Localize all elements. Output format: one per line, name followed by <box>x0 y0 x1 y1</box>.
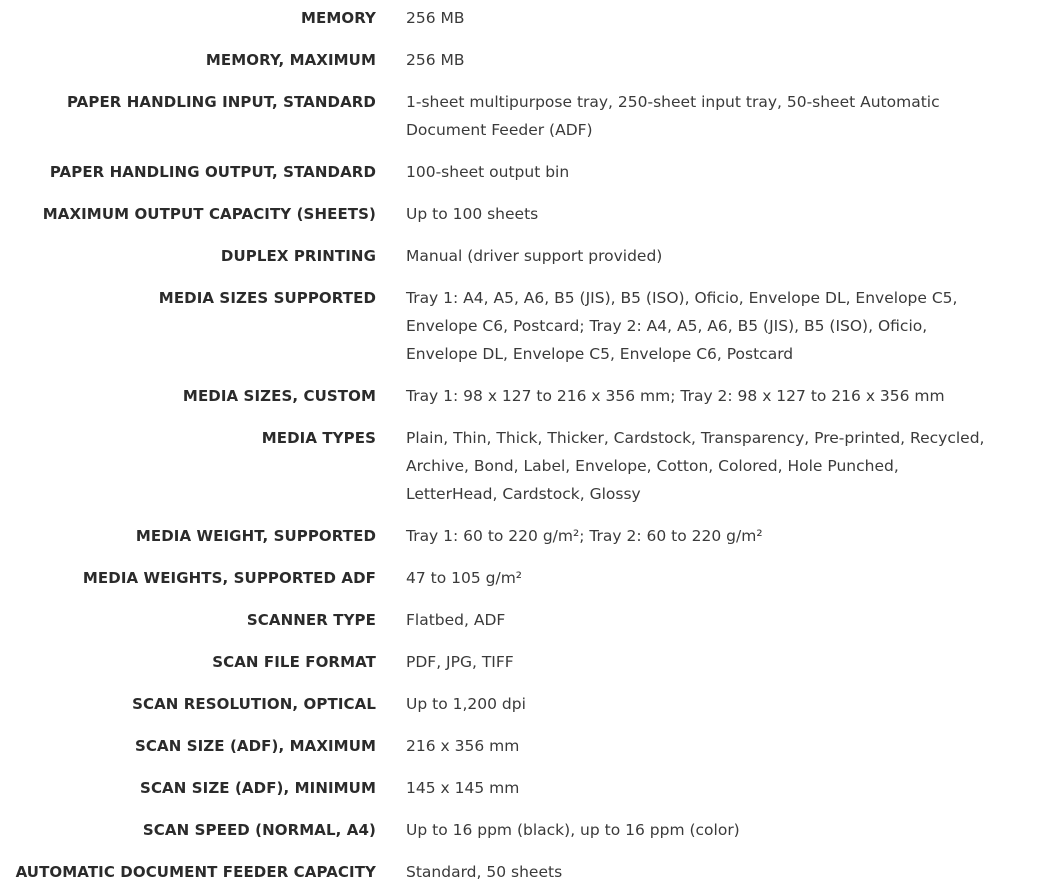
spec-label: SCAN FILE FORMAT <box>212 653 376 671</box>
spec-row-memory <box>0 4 1055 32</box>
spec-row-scan-file-format <box>0 648 1055 676</box>
spec-label: SCAN SIZE (ADF), MINIMUM <box>140 779 376 797</box>
spec-label: MEMORY, MAXIMUM <box>205 51 376 69</box>
spec-value: Manual (driver support provided) <box>406 247 663 265</box>
spec-row-duplex-printing <box>0 242 1055 270</box>
spec-label: SCAN SPEED (NORMAL, A4) <box>142 821 376 839</box>
spec-value: Up to 100 sheets <box>406 205 539 223</box>
spec-label: PAPER HANDLING OUTPUT, STANDARD <box>49 163 376 181</box>
spec-value: 1-sheet multipurpose tray, 250-sheet input tray, 50-sheet Automatic Document Feeder (ADF) <box>406 93 940 139</box>
spec-row-paper-output <box>0 158 1055 186</box>
spec-value: PDF, JPG, TIFF <box>406 653 514 671</box>
spec-row-scan-size-maximum <box>0 732 1055 760</box>
spec-row-media-weights-adf <box>0 564 1055 592</box>
spec-row-scan-size-minimum <box>0 774 1055 802</box>
spec-value: Up to 16 ppm (black), up to 16 ppm (color) <box>406 821 740 839</box>
spec-row-media-weight-supported <box>0 522 1055 550</box>
spec-row-scan-speed <box>0 816 1055 844</box>
spec-label: MEDIA WEIGHT, SUPPORTED <box>135 527 376 545</box>
spec-label: SCANNER TYPE <box>246 611 376 629</box>
spec-label: SCAN RESOLUTION, OPTICAL <box>132 695 376 713</box>
spec-label: MEDIA SIZES SUPPORTED <box>158 289 376 307</box>
spec-label: MEDIA TYPES <box>261 429 376 447</box>
spec-value: Tray 1: 98 x 127 to 216 x 356 mm; Tray 2: 98 x 127 to 216 x 356 mm <box>406 387 945 405</box>
spec-label: AUTOMATIC DOCUMENT FEEDER CAPACITY <box>15 863 376 881</box>
spec-row-memory-maximum <box>0 46 1055 74</box>
spec-value: 47 to 105 g/m² <box>406 569 523 587</box>
spec-value: Plain, Thin, Thick, Thicker, Cardstock, Transparency, Pre-printed, Recycled, Archive, Bond, Label, Envelope, Cotton, Colored, Hole Punched, LetterHead, Cardstock, Glossy <box>406 429 985 503</box>
spec-label: SCAN SIZE (ADF), MAXIMUM <box>135 737 376 755</box>
spec-value: 100-sheet output bin <box>406 163 570 181</box>
spec-label: MEMORY <box>300 9 376 27</box>
spec-row-paper-input <box>0 88 1055 144</box>
spec-label: MEDIA WEIGHTS, SUPPORTED ADF <box>82 569 376 587</box>
spec-value: 256 MB <box>406 51 465 69</box>
spec-row-adf-capacity <box>0 858 1055 886</box>
spec-value: 145 x 145 mm <box>406 779 520 797</box>
spec-value: Tray 1: 60 to 220 g/m²; Tray 2: 60 to 220 g/m² <box>406 527 763 545</box>
spec-value: Standard, 50 sheets <box>406 863 563 881</box>
spec-label: PAPER HANDLING INPUT, STANDARD <box>66 93 376 111</box>
spec-value: Up to 1,200 dpi <box>406 695 526 713</box>
spec-label: DUPLEX PRINTING <box>220 247 376 265</box>
spec-value: Flatbed, ADF <box>406 611 506 629</box>
spec-row-scan-resolution <box>0 690 1055 718</box>
spec-row-media-sizes-custom <box>0 382 1055 410</box>
spec-label: MEDIA SIZES, CUSTOM <box>182 387 376 405</box>
spec-value: 216 x 356 mm <box>406 737 520 755</box>
spec-row-media-sizes-supported <box>0 284 1055 368</box>
spec-row-media-types <box>0 424 1055 508</box>
spec-value: Tray 1: A4, A5, A6, B5 (JIS), B5 (ISO), Oficio, Envelope DL, Envelope C5, Envelope C6, Postcard; Tray 2: A4, A5, A6, B5 (JIS), B5 (ISO), Oficio, Envelope DL, Envelope C5, Envelope C6, Postcard <box>406 289 958 363</box>
spec-row-scanner-type <box>0 606 1055 634</box>
spec-label: MAXIMUM OUTPUT CAPACITY (SHEETS) <box>42 205 376 223</box>
spec-row-max-output-capacity <box>0 200 1055 228</box>
spec-value: 256 MB <box>406 9 465 27</box>
